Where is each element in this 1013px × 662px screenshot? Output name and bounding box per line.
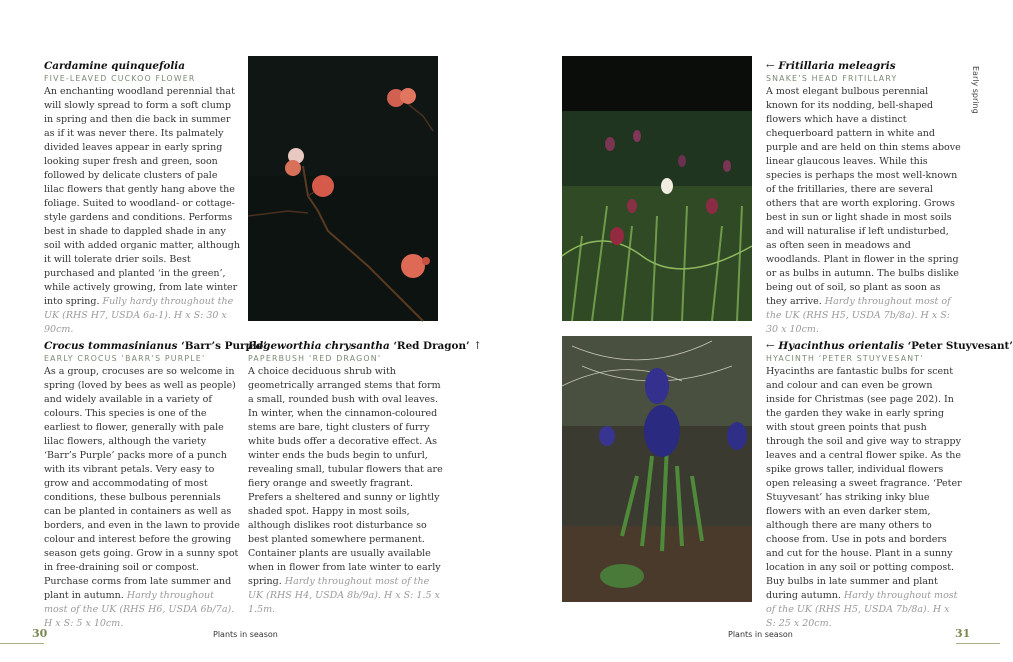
entry-common-name: HYACINTH ‘PETER STUYVESANT’ <box>766 354 924 363</box>
hardiness-note: Hardy throughout most of the UK (RHS H6, USDA 6b/7a). <box>44 590 235 615</box>
entry-common-name: EARLY CROCUS ‘BARR’S PURPLE’ <box>44 354 206 363</box>
entry-crocus <box>44 340 267 631</box>
size-note: H x S: 1.5 x 1.5m. <box>248 590 440 615</box>
entry-cardamine <box>44 60 240 337</box>
entry-hyacinthus <box>766 340 1013 631</box>
size-note: H x S: 5 x 10cm. <box>44 618 124 629</box>
entry-common-name: SNAKE’S HEAD FRITILLARY <box>766 74 898 83</box>
photo-hyacinth <box>562 336 752 602</box>
size-note: H x S: 30 x 10cm. <box>766 310 950 335</box>
entry-common-name: PAPERBUSH ‘RED DRAGON’ <box>248 354 382 363</box>
entry-common-name: FIVE-LEAVED CUCKOO FLOWER <box>44 74 196 83</box>
footer-rule-right <box>956 643 1000 644</box>
entry-title: ← Hyacinthus orientalis ‘Peter Stuyvesant’ <box>766 340 1013 352</box>
entry-fritillaria <box>766 60 962 337</box>
entry-title: Cardamine quinquefolia <box>44 60 185 72</box>
entry-edgeworthia <box>248 340 482 617</box>
photo-fritillaria <box>562 56 752 321</box>
entry-body: A choice deciduous shrub with geometrically arranged stems that form a small, rounded bush with oval leaves. In winter, when the cinnamon-coloured stems are bare, tight clusters of furry white buds offer a decorative effect. As winter ends the buds begin to unfurl, revealing small, tubular flowers that are fiery orange and sweetly fragrant. Prefers a sheltered and sunny or lightly shaded spot. Happy in most soils, although dislikes root disturbance so best planted somewhere permanent. Container plants are usually available when in flower from late winter to early spring. Hardy throughout most of the UK (RHS H4, USDA 8b/9a). H x S: 1.5 x 1.5m. <box>248 366 443 615</box>
photo-edgeworthia <box>248 56 438 321</box>
entry-title: ← Fritillaria meleagris <box>766 60 896 72</box>
entry-title: Crocus tommasinianus ‘Barr’s Purple’ <box>44 340 267 352</box>
entry-body: Hyacinths are fantastic bulbs for scent and colour and can even be grown inside for Christmas (see page 202). In the garden they wake in early spring with stout green points that push through the soil and give way to strappy leaves and a central flower spike. As the spike grows taller, individual flowers open releasing a sweet fragrance. ‘Peter Stuyvesant’ has striking inky blue flowers with an even darker stem, although there are many others to choose from. Use in pots and borders and cut for the house. Plant in a sunny location in any soil or potting compost. Buy bulbs in late summer and plant during autumn. Hardy throughout most of the UK (RHS H5, USDA 7b/8a). H x S: 25 x 20cm. <box>766 366 962 629</box>
page-number-right: 31 <box>955 627 971 640</box>
arrow-up-icon: ↑ <box>473 340 482 352</box>
arrow-left-icon: ← <box>766 60 775 72</box>
entry-title: Edgeworthia chrysantha ‘Red Dragon’ ↑ <box>248 340 482 352</box>
page-number-left: 30 <box>32 627 48 640</box>
hardiness-note: Hardy throughout most of the UK (RHS H5, USDA 7b/8a). <box>766 296 951 321</box>
running-footer-left: Plants in season <box>213 630 278 639</box>
hardiness-note: Fully hardy throughout the UK (RHS H7, USDA 6a-1). <box>44 296 234 321</box>
entry-body: An enchanting woodland perennial that will slowly spread to form a soft clump in spring and then die back in summer as if it was never there. Its palmately divided leaves appear in early spring looking super fresh and green, soon followed by delicate clusters of pale lilac flowers that gently hang above the foliage. Suited to woodland- or cottage-style gardens and conditions. Performs best in shade to dappled shade in any soil with added organic matter, although it will tolerate drier soils. Best purchased and planted ‘in the green’, while actively growing, from late winter into spring. Fully hardy throughout the UK (RHS H7, USDA 6a-1). H x S: 30 x 90cm. <box>44 86 241 335</box>
hardiness-note: Hardy throughout most of the UK (RHS H5, USDA 7b/8a). <box>766 590 958 615</box>
entry-body: A most elegant bulbous perennial known for its nodding, bell-shaped flowers which have a distinct chequerboard pattern in white and purple and are held on thin stems above linear glaucous leaves. While this species is perhaps the most well-known of the fritillaries, there are several others that are worth exploring. Grows best in sun or light shade in most soils and will naturalise if left undisturbed, as often seen in meadows and woodlands. Plant in flower in the spring or as bulbs in autumn. The bulbs dislike being out of soil, so plant as soon as they arrive. Hardy throughout most of the UK (RHS H5, USDA 7b/8a). H x S: 30 x 10cm. <box>766 86 961 335</box>
running-footer-right: Plants in season <box>728 630 793 639</box>
size-note: H x S: 30 x 90cm. <box>44 310 227 335</box>
hardiness-note: Hardy throughout most of the UK (RHS H4, USDA 8b/9a). <box>248 576 430 601</box>
footer-rule-left <box>0 643 44 644</box>
entry-body: As a group, crocuses are so welcome in spring (loved by bees as well as people) and widely available in a variety of colours. This species is one of the earliest to flower, generally with pale lilac flowers, although the variety ‘Barr’s Purple’ packs more of a punch with its vibrant petals. Very easy to grow and accommodating of most conditions, these bulbous perennials can be planted in containers as well as borders, and even in the lawn to provide colour and interest before the growing season gets going. Grow in a sunny spot in free-draining soil or compost. Purchase corms from late summer and plant in autumn. Hardy throughout most of the UK (RHS H6, USDA 6b/7a). H x S: 5 x 10cm. <box>44 366 240 629</box>
arrow-left-icon: ← <box>766 340 775 352</box>
size-note: H x S: 25 x 20cm. <box>766 604 950 629</box>
section-tab: Early spring <box>971 66 980 114</box>
